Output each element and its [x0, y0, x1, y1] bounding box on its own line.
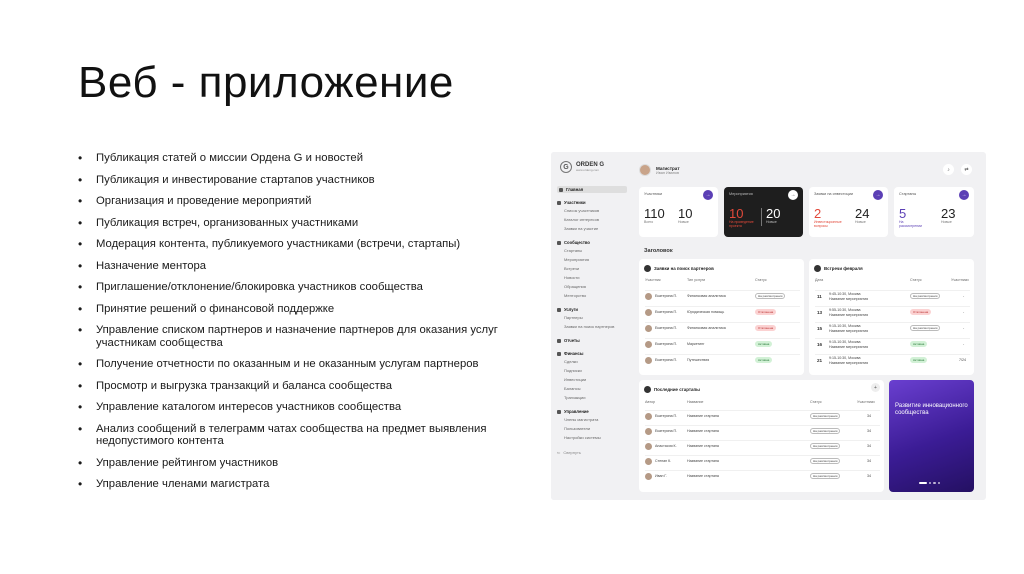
logo	[560, 161, 604, 173]
startup-name: Название стартапа	[687, 414, 719, 418]
bullet-item: • Публикация и инвестирование стартапов участников	[78, 174, 518, 187]
service-type: Финансовая аналитика	[687, 326, 726, 330]
stat-sublabel: Всего	[644, 220, 654, 224]
table-row[interactable]	[815, 354, 970, 365]
carousel-dot[interactable]	[929, 482, 931, 484]
share-icon[interactable]: ⇄	[961, 164, 972, 175]
participant-name: Екатерина П.	[655, 310, 678, 314]
sidebar-subitem[interactable]: Партнеры	[564, 315, 583, 320]
stat-card-investments[interactable]	[809, 187, 888, 237]
calendar-icon	[814, 265, 821, 272]
stat-value: 110	[644, 206, 665, 221]
card-title	[814, 265, 863, 272]
column-header: Участники	[951, 278, 969, 282]
sidebar-item-label: Сообщество	[564, 240, 590, 245]
table-row[interactable]	[815, 338, 970, 349]
bullet-item: • Получение отчетности по оказанным и не оказанным услугам партнеров	[78, 358, 518, 371]
stat-sublabel: Новые	[855, 220, 866, 224]
stat-value: 23	[941, 206, 956, 221]
slide-title: Веб - приложение	[78, 58, 454, 107]
status-badge: На рассмотрении	[910, 293, 940, 299]
author-name: Иван Г.	[655, 474, 667, 478]
avatar	[645, 413, 652, 420]
column-header: Участник	[645, 278, 661, 282]
users-icon	[557, 201, 561, 205]
author-name: Екатерина П.	[655, 429, 678, 433]
plus-icon[interactable]: +	[871, 383, 880, 392]
status-badge: Активна	[910, 357, 927, 363]
status-badge: Активна	[755, 357, 772, 363]
stat-sublabel: Новые	[766, 220, 777, 224]
status-badge: Отклонена	[755, 325, 776, 331]
bullet-item: • Приглашение/отклонение/блокировка участников сообщества	[78, 281, 518, 294]
participants-count: 34	[867, 414, 871, 418]
status-badge: Отклонена	[910, 309, 931, 315]
sidebar-subitem[interactable]: Встречи	[564, 266, 580, 271]
logo-mark: G	[560, 161, 572, 173]
carousel-dot[interactable]	[933, 482, 935, 484]
user-info	[656, 166, 680, 175]
meeting-name: Название мероприятия	[829, 296, 869, 301]
avatar	[645, 309, 652, 316]
user-name: Иван Иванов	[656, 170, 680, 175]
bullet-item: • Публикация встреч, организованных участниками	[78, 217, 518, 230]
card-title-text: Последние стартапы	[654, 387, 700, 392]
arrow-right-icon[interactable]: →	[959, 190, 969, 200]
table-row[interactable]	[645, 410, 880, 421]
stat-value: 10	[729, 206, 744, 221]
logo-text: ORDEN G	[576, 162, 605, 168]
stat-value: 24	[855, 206, 870, 221]
column-header: Статус	[910, 278, 922, 282]
stat-card-participants[interactable]	[639, 187, 718, 237]
bullet-item: • Управление членами магистрата	[78, 478, 518, 491]
avatar	[645, 443, 652, 450]
meeting-time: 9:55-10:30, Москва	[829, 308, 861, 312]
sidebar-subitem[interactable]: Настройки системы	[564, 435, 601, 440]
stat-value: 20	[766, 206, 781, 221]
meeting-day: 13	[817, 310, 823, 315]
stat-label: Стартапы	[899, 192, 917, 196]
column-header: Статус	[755, 278, 767, 282]
participant-name: Екатерина П.	[655, 326, 678, 330]
arrow-right-icon[interactable]: →	[873, 190, 883, 200]
stat-card-startups[interactable]	[894, 187, 974, 237]
sidebar-subitem[interactable]: Список участников	[564, 208, 600, 213]
bullet-item: • Просмотр и выгрузка транзакций и баланса сообщества	[78, 380, 518, 393]
sidebar-subitem[interactable]: Члены магистрата	[564, 417, 599, 422]
meeting-time: 9:15-10:30, Москва	[829, 340, 861, 344]
meeting-name: Название мероприятия	[829, 360, 869, 365]
sidebar-subitem[interactable]: Пользователи	[564, 426, 591, 431]
status-badge: На рассмотрении	[810, 443, 840, 449]
stat-sublabel: Новые	[678, 220, 689, 224]
meeting-day: 11	[817, 294, 822, 299]
avatar	[645, 428, 652, 435]
top-bar	[639, 160, 979, 180]
bullet-item: • Модерация контента, публикуемого участниками (встречи, стартапы)	[78, 238, 518, 251]
status-badge: На рассмотрении	[810, 473, 840, 479]
stat-label: Заявки на инвестиции	[814, 192, 854, 196]
table-row[interactable]	[815, 290, 970, 301]
sidebar-item-reports[interactable]	[557, 337, 627, 344]
bell-icon[interactable]: ♪	[943, 164, 954, 175]
table-row[interactable]	[645, 470, 880, 481]
sidebar-subitem[interactable]: Новости	[564, 275, 580, 280]
avatar[interactable]	[639, 164, 651, 176]
divider	[761, 208, 762, 226]
column-header: Название	[687, 400, 704, 404]
sidebar-subitem[interactable]: Балансы	[564, 386, 581, 391]
avatar	[645, 341, 652, 348]
bullet-item: • Управление рейтингом участников	[78, 457, 518, 470]
status-badge: На рассмотрении	[810, 428, 840, 434]
participants-count: -	[963, 294, 965, 298]
participants-count: 34	[867, 459, 871, 463]
meeting-time: 9:45-10:30, Москва	[829, 292, 861, 296]
handshake-icon	[644, 265, 651, 272]
status-badge: На рассмотрении	[810, 458, 840, 464]
participants-count: -	[963, 342, 965, 346]
service-type: Финансовая аналитика	[687, 294, 726, 298]
promo-banner[interactable]	[889, 380, 974, 492]
meeting-time: 9:15-10:30, Москва	[829, 356, 861, 360]
author-name: Екатерина П.	[655, 414, 678, 418]
stat-sublabel: Новые	[941, 220, 952, 224]
status-badge: На рассмотрении	[810, 413, 840, 419]
avatar	[645, 293, 652, 300]
service-type: Юридическая помощь	[687, 310, 725, 314]
finance-icon	[557, 352, 561, 356]
promo-text: Развитие инновационного сообщества	[895, 403, 968, 416]
avatar	[645, 473, 652, 480]
startup-name: Название стартапа	[687, 444, 719, 448]
stat-sublabel: На проведение проекта	[729, 220, 754, 228]
participant-name: Екатерина П.	[655, 294, 678, 298]
sidebar-subitem[interactable]: Транзакции	[564, 395, 586, 400]
logo-subtext: www.ordeng.com	[576, 168, 600, 172]
meeting-day: 16	[817, 342, 823, 347]
bullet-item: • Управление каталогом интересов участников сообщества	[78, 401, 518, 414]
column-header: Автор	[645, 400, 656, 404]
collapse-button[interactable]	[557, 450, 627, 455]
author-name: Степан К.	[655, 459, 672, 463]
meetings-card	[809, 259, 974, 375]
table-row[interactable]	[645, 290, 800, 301]
card-title-text: Заявки на поиск партнеров	[654, 266, 714, 271]
status-badge: Активна	[755, 341, 772, 347]
column-header: Участники	[857, 400, 875, 404]
section-heading: Заголовок	[644, 248, 673, 254]
sidebar-item-services[interactable]	[557, 306, 627, 313]
avatar	[645, 325, 652, 332]
stat-sublabel: Инвестиционные вопросы	[814, 220, 842, 228]
stat-card-events[interactable]	[724, 187, 803, 237]
services-icon	[557, 308, 561, 312]
home-icon	[559, 188, 563, 192]
sidebar-item-label: Финансы	[564, 351, 584, 356]
participants-count: -	[963, 310, 965, 314]
arrow-right-icon[interactable]: →	[788, 190, 798, 200]
sidebar-subitem[interactable]: Обращения	[564, 284, 586, 289]
status-badge: На рассмотрении	[755, 293, 785, 299]
avatar	[645, 458, 652, 465]
sidebar-item-community[interactable]	[557, 239, 627, 246]
stat-label: Мероприятия	[729, 192, 753, 196]
author-name: Анастасия К.	[655, 444, 677, 448]
startup-name: Название стартапа	[687, 459, 719, 463]
sidebar-item-management[interactable]	[557, 408, 627, 415]
meeting-name: Название мероприятия	[829, 344, 869, 349]
status-badge: Отклонена	[755, 309, 776, 315]
sidebar-item-label: Главная	[566, 187, 584, 192]
table-row[interactable]	[645, 440, 880, 451]
status-badge: Активна	[910, 341, 927, 347]
participants-count: 7/24	[959, 358, 966, 362]
startup-name: Название стартапа	[687, 429, 719, 433]
stat-value: 5	[899, 206, 907, 221]
bullet-item: • Назначение ментора	[78, 260, 518, 273]
sidebar-subitem[interactable]: Подписки	[564, 368, 582, 373]
meeting-day: 15	[817, 326, 823, 331]
table-row[interactable]	[815, 306, 970, 317]
stat-value: 2	[814, 206, 822, 221]
table-row[interactable]	[815, 322, 970, 333]
sidebar-subitem[interactable]: Инвестиции	[564, 377, 587, 382]
bullet-item: • Организация и проведение мероприятий	[78, 195, 518, 208]
card-title-text: Встречи февраля	[824, 266, 863, 271]
stat-sublabel: На рассмотрении	[899, 220, 923, 228]
bullet-item: • Принятие решений о финансовой поддержке	[78, 303, 518, 316]
reports-icon	[557, 339, 561, 343]
participants-count: 34	[867, 444, 871, 448]
sidebar-item-label: Управление	[564, 409, 589, 414]
carousel-dots[interactable]	[919, 482, 940, 484]
collapse-icon: ⇐	[557, 450, 561, 455]
sidebar-subitem[interactable]: Сделки	[564, 359, 578, 364]
sidebar	[551, 152, 631, 500]
column-header: Статус	[810, 400, 822, 404]
service-type: Путешествия	[687, 358, 710, 362]
service-type: Маркетинг	[687, 342, 705, 346]
avatar	[645, 357, 652, 364]
startup-name: Название стартапа	[687, 474, 719, 478]
sidebar-subitem[interactable]: Заявки на поиск партнеров	[564, 324, 615, 329]
stat-value: 10	[678, 206, 693, 221]
community-icon	[557, 241, 561, 245]
carousel-dot[interactable]	[938, 482, 940, 484]
bullet-list	[78, 152, 518, 500]
meeting-name: Название мероприятия	[829, 312, 869, 317]
meeting-time: 9:15-10:30, Москва	[829, 324, 861, 328]
sidebar-item-participants[interactable]	[557, 199, 627, 206]
user-role: Магистрат	[656, 165, 680, 171]
sidebar-item-finance[interactable]	[557, 350, 627, 357]
participant-name: Екатерина П.	[655, 358, 678, 362]
bullet-item: • Управление списком партнеров и назначение партнеров для оказания услуг участникам сообщества	[78, 324, 518, 349]
sidebar-item-label: Услуги	[564, 307, 578, 312]
participants-count: 34	[867, 429, 871, 433]
participant-name: Екатерина П.	[655, 342, 678, 346]
table-row[interactable]	[645, 425, 880, 436]
table-row[interactable]	[645, 354, 800, 365]
sidebar-subitem[interactable]: Менторство	[564, 293, 587, 298]
status-badge: На рассмотрении	[910, 325, 940, 331]
collapse-label: Свернуть	[563, 450, 581, 455]
sidebar-subitem[interactable]: Мероприятия	[564, 257, 590, 262]
latest-startups-card	[639, 380, 884, 492]
table-row[interactable]	[645, 338, 800, 349]
sidebar-item-label: Отчеты	[564, 338, 580, 343]
table-row[interactable]	[645, 322, 800, 333]
carousel-dot[interactable]	[919, 482, 927, 484]
partners-requests-card	[639, 259, 804, 375]
app-screenshot	[551, 152, 986, 500]
sidebar-subitem[interactable]: Заявки на участие	[564, 226, 599, 231]
participants-count: -	[963, 326, 965, 330]
card-title	[644, 386, 700, 393]
arrow-right-icon[interactable]: →	[703, 190, 713, 200]
sidebar-nav	[557, 186, 627, 455]
stat-label: Участники	[644, 192, 663, 196]
settings-icon	[557, 410, 561, 414]
column-header: Дата	[815, 278, 824, 282]
sidebar-item-home[interactable]	[557, 186, 627, 193]
sidebar-subitem[interactable]: Каталог интересов	[564, 217, 599, 222]
bullet-item: • Анализ сообщений в телеграмм чатах сообщества на предмет выявления недопустимого контента	[78, 423, 518, 448]
column-header: Тип услуги	[687, 278, 706, 282]
table-row[interactable]	[645, 455, 880, 466]
sidebar-item-label: Участники	[564, 200, 586, 205]
table-row[interactable]	[645, 306, 800, 317]
card-title	[644, 265, 714, 272]
sidebar-subitem[interactable]: Стартапы	[564, 248, 583, 253]
rocket-icon	[644, 386, 651, 393]
participants-count: 34	[867, 474, 871, 478]
bullet-item: • Публикация статей о миссии Ордена G и новостей	[78, 152, 518, 165]
meeting-name: Название мероприятия	[829, 328, 869, 333]
meeting-day: 21	[817, 358, 823, 363]
